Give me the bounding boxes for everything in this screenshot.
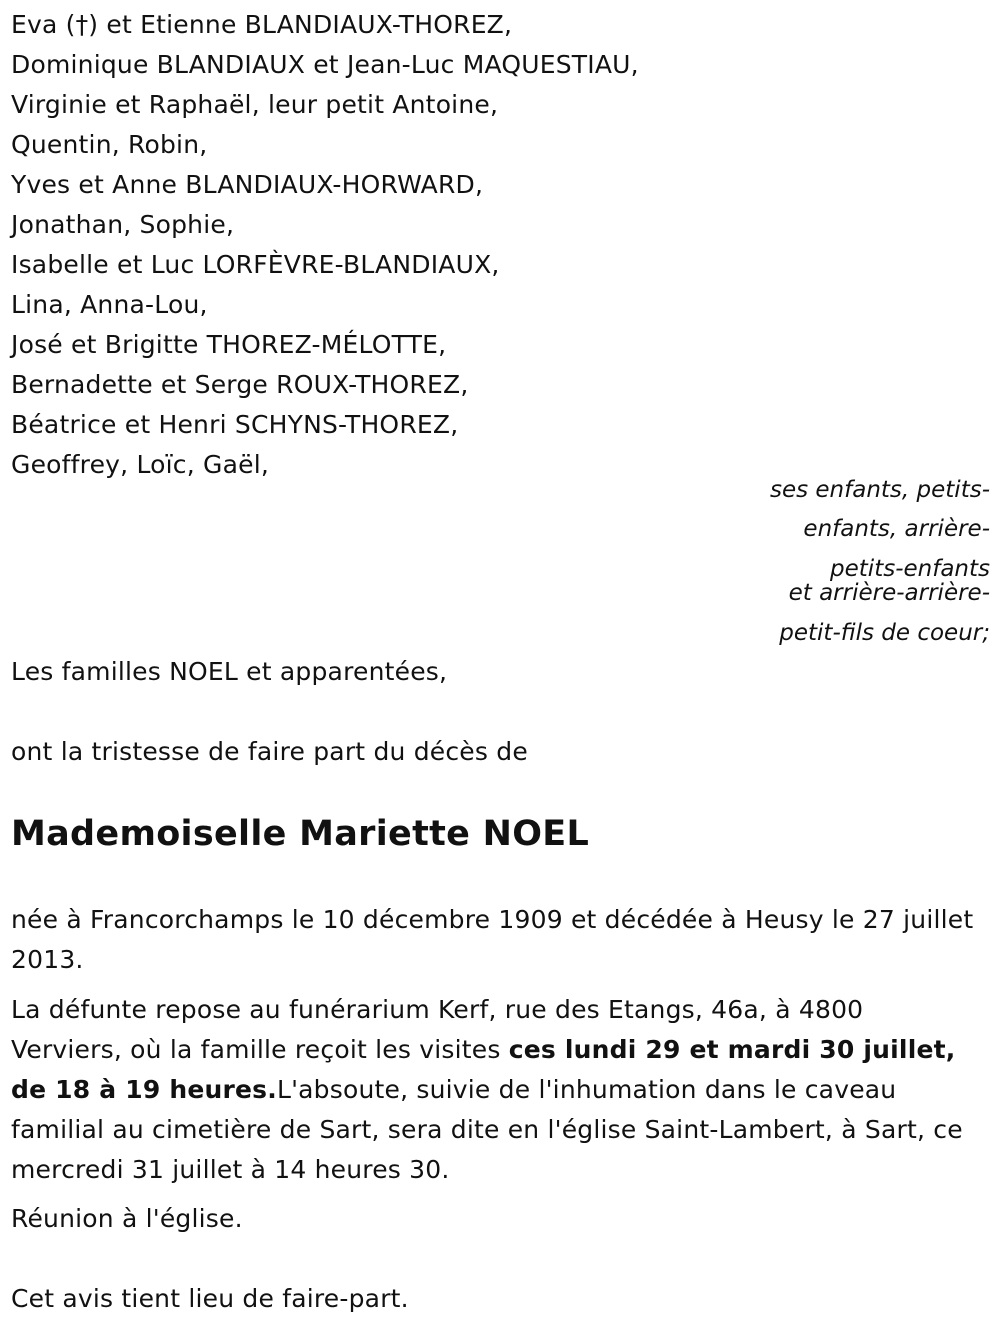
- family-line: Yves et Anne BLANDIAUX-HORWARD,: [11, 170, 484, 199]
- families-line: Les familles NOEL et apparentées,: [11, 657, 448, 686]
- family-line: Jonathan, Sophie,: [11, 210, 235, 239]
- funeral-text-after: L'absoute, suivie de l'inhumation dans le caveau familial au cimetière de Sart, sera dite en l'église Saint-Lambert, à Sart, ce mercredi 31 juillet à 14 heures 30.: [11, 1075, 963, 1184]
- family-line: Geoffrey, Loïc, Gaël,: [11, 450, 269, 479]
- family-line: Quentin, Robin,: [11, 130, 208, 159]
- family-line: Isabelle et Luc LORFÈVRE-BLANDIAUX,: [11, 250, 500, 279]
- relationship-line: et arrière-arrière-: [788, 580, 990, 606]
- announcement-line: ont la tristesse de faire part du décès de: [11, 737, 528, 766]
- family-line: José et Brigitte THOREZ-MÉLOTTE,: [11, 330, 447, 359]
- family-line: Béatrice et Henri SCHYNS-THOREZ,: [11, 410, 459, 439]
- closing-line: Cet avis tient lieu de faire-part.: [11, 1284, 409, 1313]
- family-line: Virginie et Raphaël, leur petit Antoine,: [11, 90, 499, 119]
- funeral-paragraph: [11, 990, 981, 1190]
- relationship-line: petits-enfants: [830, 556, 990, 582]
- family-line: Lina, Anna-Lou,: [11, 290, 208, 319]
- relationship-line: ses enfants, petits-: [769, 477, 990, 503]
- family-line: Bernadette et Serge ROUX-THOREZ,: [11, 370, 469, 399]
- family-line: Eva (†) et Etienne BLANDIAUX-THOREZ,: [11, 10, 513, 39]
- birth-death-paragraph: née à Francorchamps le 10 décembre 1909 et décédée à Heusy le 27 juillet 2013.: [11, 905, 974, 974]
- deceased-name: Mademoiselle Mariette NOEL: [11, 814, 590, 854]
- funeral-text-before: La défunte repose au funérarium Kerf, rue des Etangs, 46a, à 4800 Verviers, où la famille reçoit les visites: [11, 995, 864, 1064]
- family-line: Dominique BLANDIAUX et Jean-Luc MAQUESTIAU,: [11, 50, 639, 79]
- relationship-line: enfants, arrière-: [803, 516, 990, 542]
- reunion-line: Réunion à l'église.: [11, 1204, 243, 1233]
- relationship-line: petit-fils de coeur;: [779, 620, 990, 646]
- visiting-hours: ces lundi 29 et mardi 30 juillet, de 18 à 19 heures.: [11, 1035, 956, 1104]
